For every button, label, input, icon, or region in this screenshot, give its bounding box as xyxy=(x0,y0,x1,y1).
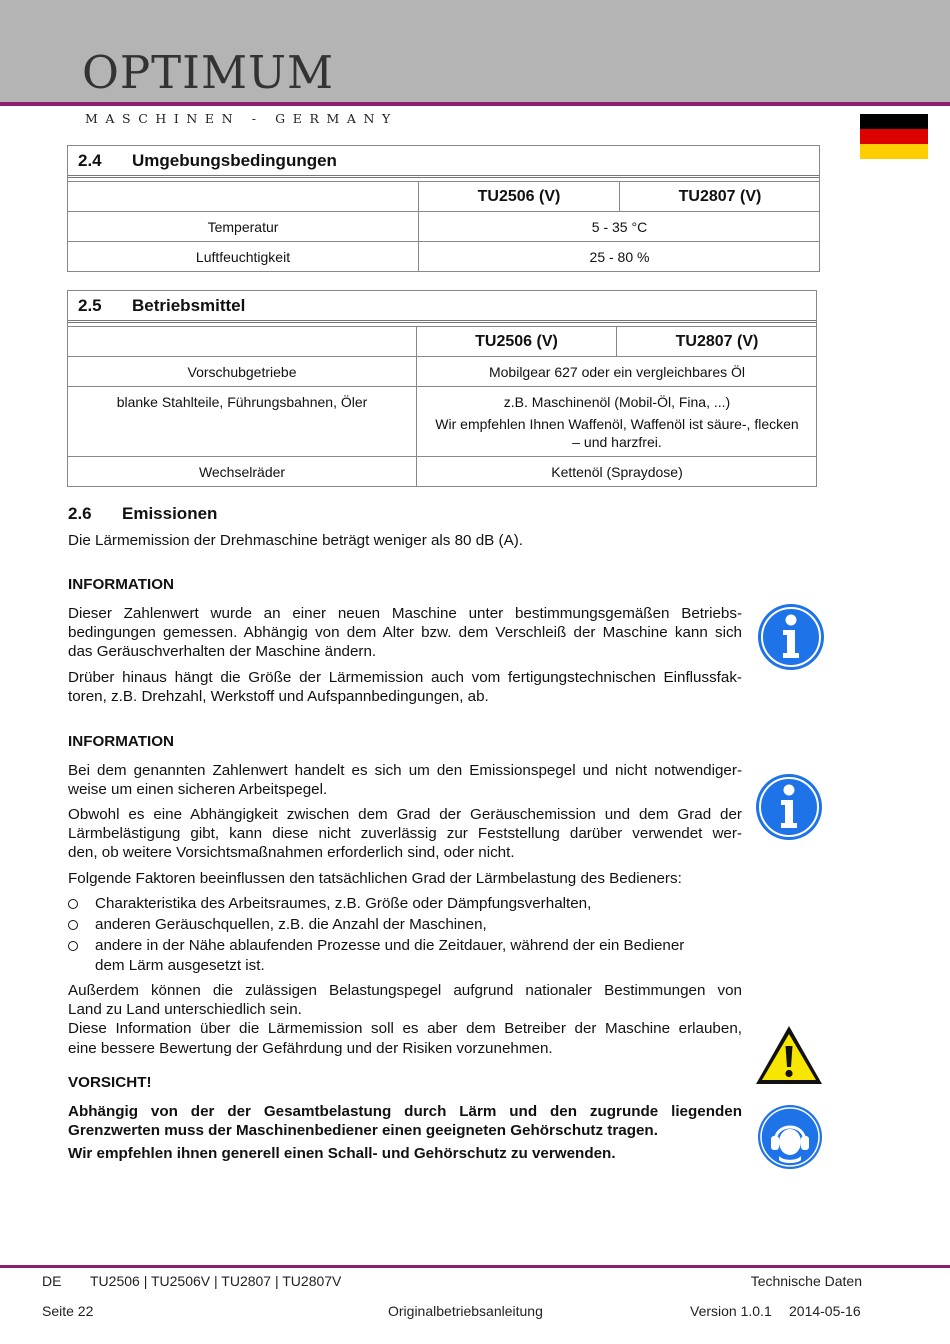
list-item xyxy=(68,915,742,935)
info-paragraph xyxy=(68,668,742,706)
caution-label: VORSICHT! xyxy=(68,1074,152,1091)
intro-text: Die Lärmemission der Drehmaschine beträgt weniger als 80 dB (A). xyxy=(68,532,523,549)
info-icon xyxy=(755,773,823,841)
table-header-row xyxy=(68,181,819,212)
column-header-tu2506: TU2506 (V) xyxy=(477,188,561,205)
section-number: 2.5 xyxy=(78,296,102,315)
text-line: Drüber hinaus hängt die Größe der Lärmemission auch vom fertigungstechnischen Einflussfak- xyxy=(68,669,742,686)
section-title: Emissionen xyxy=(122,504,218,523)
info-paragraph xyxy=(68,981,742,1058)
bullet-circle-icon xyxy=(68,941,78,951)
info-icon xyxy=(757,603,825,671)
list-item-text: andere in der Nähe ablaufenden Prozesse und die Zeitdauer, während der ein Bediener xyxy=(95,937,685,954)
germany-flag-icon xyxy=(860,114,928,159)
text-line: Abhängig von der der Gesamtbelastung durch Lärm und den zugrunde liegenden xyxy=(68,1103,742,1120)
row-value: Mobilgear 627 oder ein vergleichbares Öl xyxy=(488,364,746,380)
text-line: Außerdem können die zulässigen Belastungspegel aufgrund nationaler Bestimmungen von xyxy=(68,982,742,999)
text-line: den, ob weitere Vorsichtsmaßnahmen erforderlich sind, oder nicht. xyxy=(68,844,515,862)
section-number: 2.4 xyxy=(78,151,102,170)
row-label: blanke Stahlteile, Führungsbahnen, Öler xyxy=(116,394,368,410)
table-title-row xyxy=(68,146,819,178)
info-paragraph: Folgende Faktoren beeinflussen den tatsächlichen Grad der Lärmbelastung des Bedieners: xyxy=(68,870,682,887)
brand-logo: OPTIMUM xyxy=(82,46,335,99)
row-value-line: – und harzfrei. xyxy=(572,434,662,450)
row-value: 25 - 80 % xyxy=(589,249,650,265)
hearing-protection-icon xyxy=(757,1104,823,1170)
footer-page-number: Seite 22 xyxy=(42,1303,94,1319)
section-title: Umgebungsbedingungen xyxy=(132,151,337,170)
text-line: Diese Information über die Lärmemission soll es aber dem Betreiber der Maschine erlauben, xyxy=(68,1020,742,1038)
text-line: das Geräuschverhalten der Maschine ändern. xyxy=(68,643,377,661)
row-label: Wechselräder xyxy=(198,464,286,480)
warning-icon xyxy=(754,1024,824,1086)
text-line: Obwohl es eine Abhängigkeit zwischen dem Grad der Geräuschemission und dem Grad der xyxy=(68,806,742,823)
text-line: bedingungen gemessen. Abhängig von dem Alter bzw. dem Verschleiß der Maschine kann sich xyxy=(68,624,742,642)
text-line: Lärmbelästigung gibt, kann diese nicht zuverlässig zur Feststellung darüber verwendet wer- xyxy=(68,825,742,843)
header-accent-line xyxy=(0,102,950,106)
table-umgebungsbedingungen xyxy=(67,145,820,272)
text-line: eine bessere Bewertung der Gefährdung und der Risiken vorzunehmen. xyxy=(68,1039,553,1057)
info-paragraph xyxy=(68,604,742,662)
row-label: Luftfeuchtigkeit xyxy=(195,249,291,265)
row-value: Kettenöl (Spraydose) xyxy=(551,464,683,480)
table-row xyxy=(68,356,816,387)
info-paragraph xyxy=(68,761,742,799)
section-number: 2.6 xyxy=(68,504,92,523)
table-betriebsmittel xyxy=(67,290,817,487)
bullet-circle-icon xyxy=(68,920,78,930)
table-row xyxy=(68,211,819,242)
list-item-text: dem Lärm ausgesetzt ist. xyxy=(95,957,265,974)
list-item-text: Charakteristika des Arbeitsraumes, z.B. Größe oder Dämpfungsverhalten, xyxy=(95,895,592,912)
table-row xyxy=(68,456,816,487)
row-value: 5 - 35 °C xyxy=(591,219,648,235)
table-row xyxy=(68,241,819,272)
list-item xyxy=(68,936,742,976)
footer-accent-line xyxy=(0,1265,950,1268)
table-title-row xyxy=(68,291,816,323)
column-header-tu2807: TU2807 (V) xyxy=(675,333,759,350)
text-line: toren, z.B. Drehzahl, Werkstoff und Aufspannbedingungen, ab. xyxy=(68,688,489,706)
text-line: weise um einen sicheren Arbeitspegel. xyxy=(68,781,328,799)
column-header-tu2807: TU2807 (V) xyxy=(678,188,762,205)
caution-paragraph xyxy=(68,1102,742,1164)
text-line: Wir empfehlen ihnen generell einen Schall- und Gehörschutz zu verwenden. xyxy=(68,1145,616,1163)
row-value-line: z.B. Maschinenöl (Mobil-Öl, Fina, ...) xyxy=(503,394,731,410)
section-title: Betriebsmittel xyxy=(132,296,246,315)
row-label: Vorschubgetriebe xyxy=(187,364,297,380)
info-paragraph xyxy=(68,805,742,863)
row-value-line: Wir empfehlen Ihnen Waffenöl, Waffenöl ist säure-, flecken xyxy=(435,416,799,432)
row-value xyxy=(417,387,817,457)
list-item-text: anderen Geräuschquellen, z.B. die Anzahl der Maschinen, xyxy=(95,916,487,933)
footer-document-type: Originalbetriebsanleitung xyxy=(388,1303,543,1319)
column-header-tu2506: TU2506 (V) xyxy=(475,333,558,350)
brand-tagline: MASCHINEN - GERMANY xyxy=(85,111,398,126)
bullet-circle-icon xyxy=(68,899,78,909)
info-label: INFORMATION xyxy=(68,733,175,750)
footer-date: 2014-05-16 xyxy=(789,1303,861,1319)
text-line: Grenzwerten muss der Maschinenbediener einen geeigneten Gehörschutz tragen. xyxy=(68,1122,658,1140)
footer-version: Version 1.0.1 xyxy=(690,1303,772,1319)
info-label: INFORMATION xyxy=(68,576,175,593)
footer-models: TU2506 | TU2506V | TU2807 | TU2807V xyxy=(90,1273,342,1289)
table-row xyxy=(68,386,816,457)
footer-chapter: Technische Daten xyxy=(750,1273,862,1289)
text-line: Land zu Land unterschiedlich sein. xyxy=(68,1001,302,1019)
footer-language: DE xyxy=(42,1273,62,1289)
text-line: Bei dem genannten Zahlenwert handelt es sich um den Emissionspegel und nicht notwendiger- xyxy=(68,762,742,779)
list-item xyxy=(68,894,742,914)
row-label: Temperatur xyxy=(207,219,279,235)
text-line: Dieser Zahlenwert wurde an einer neuen Maschine unter bestimmungsgemäßen Betriebs- xyxy=(68,605,742,622)
table-header-row xyxy=(68,326,816,357)
